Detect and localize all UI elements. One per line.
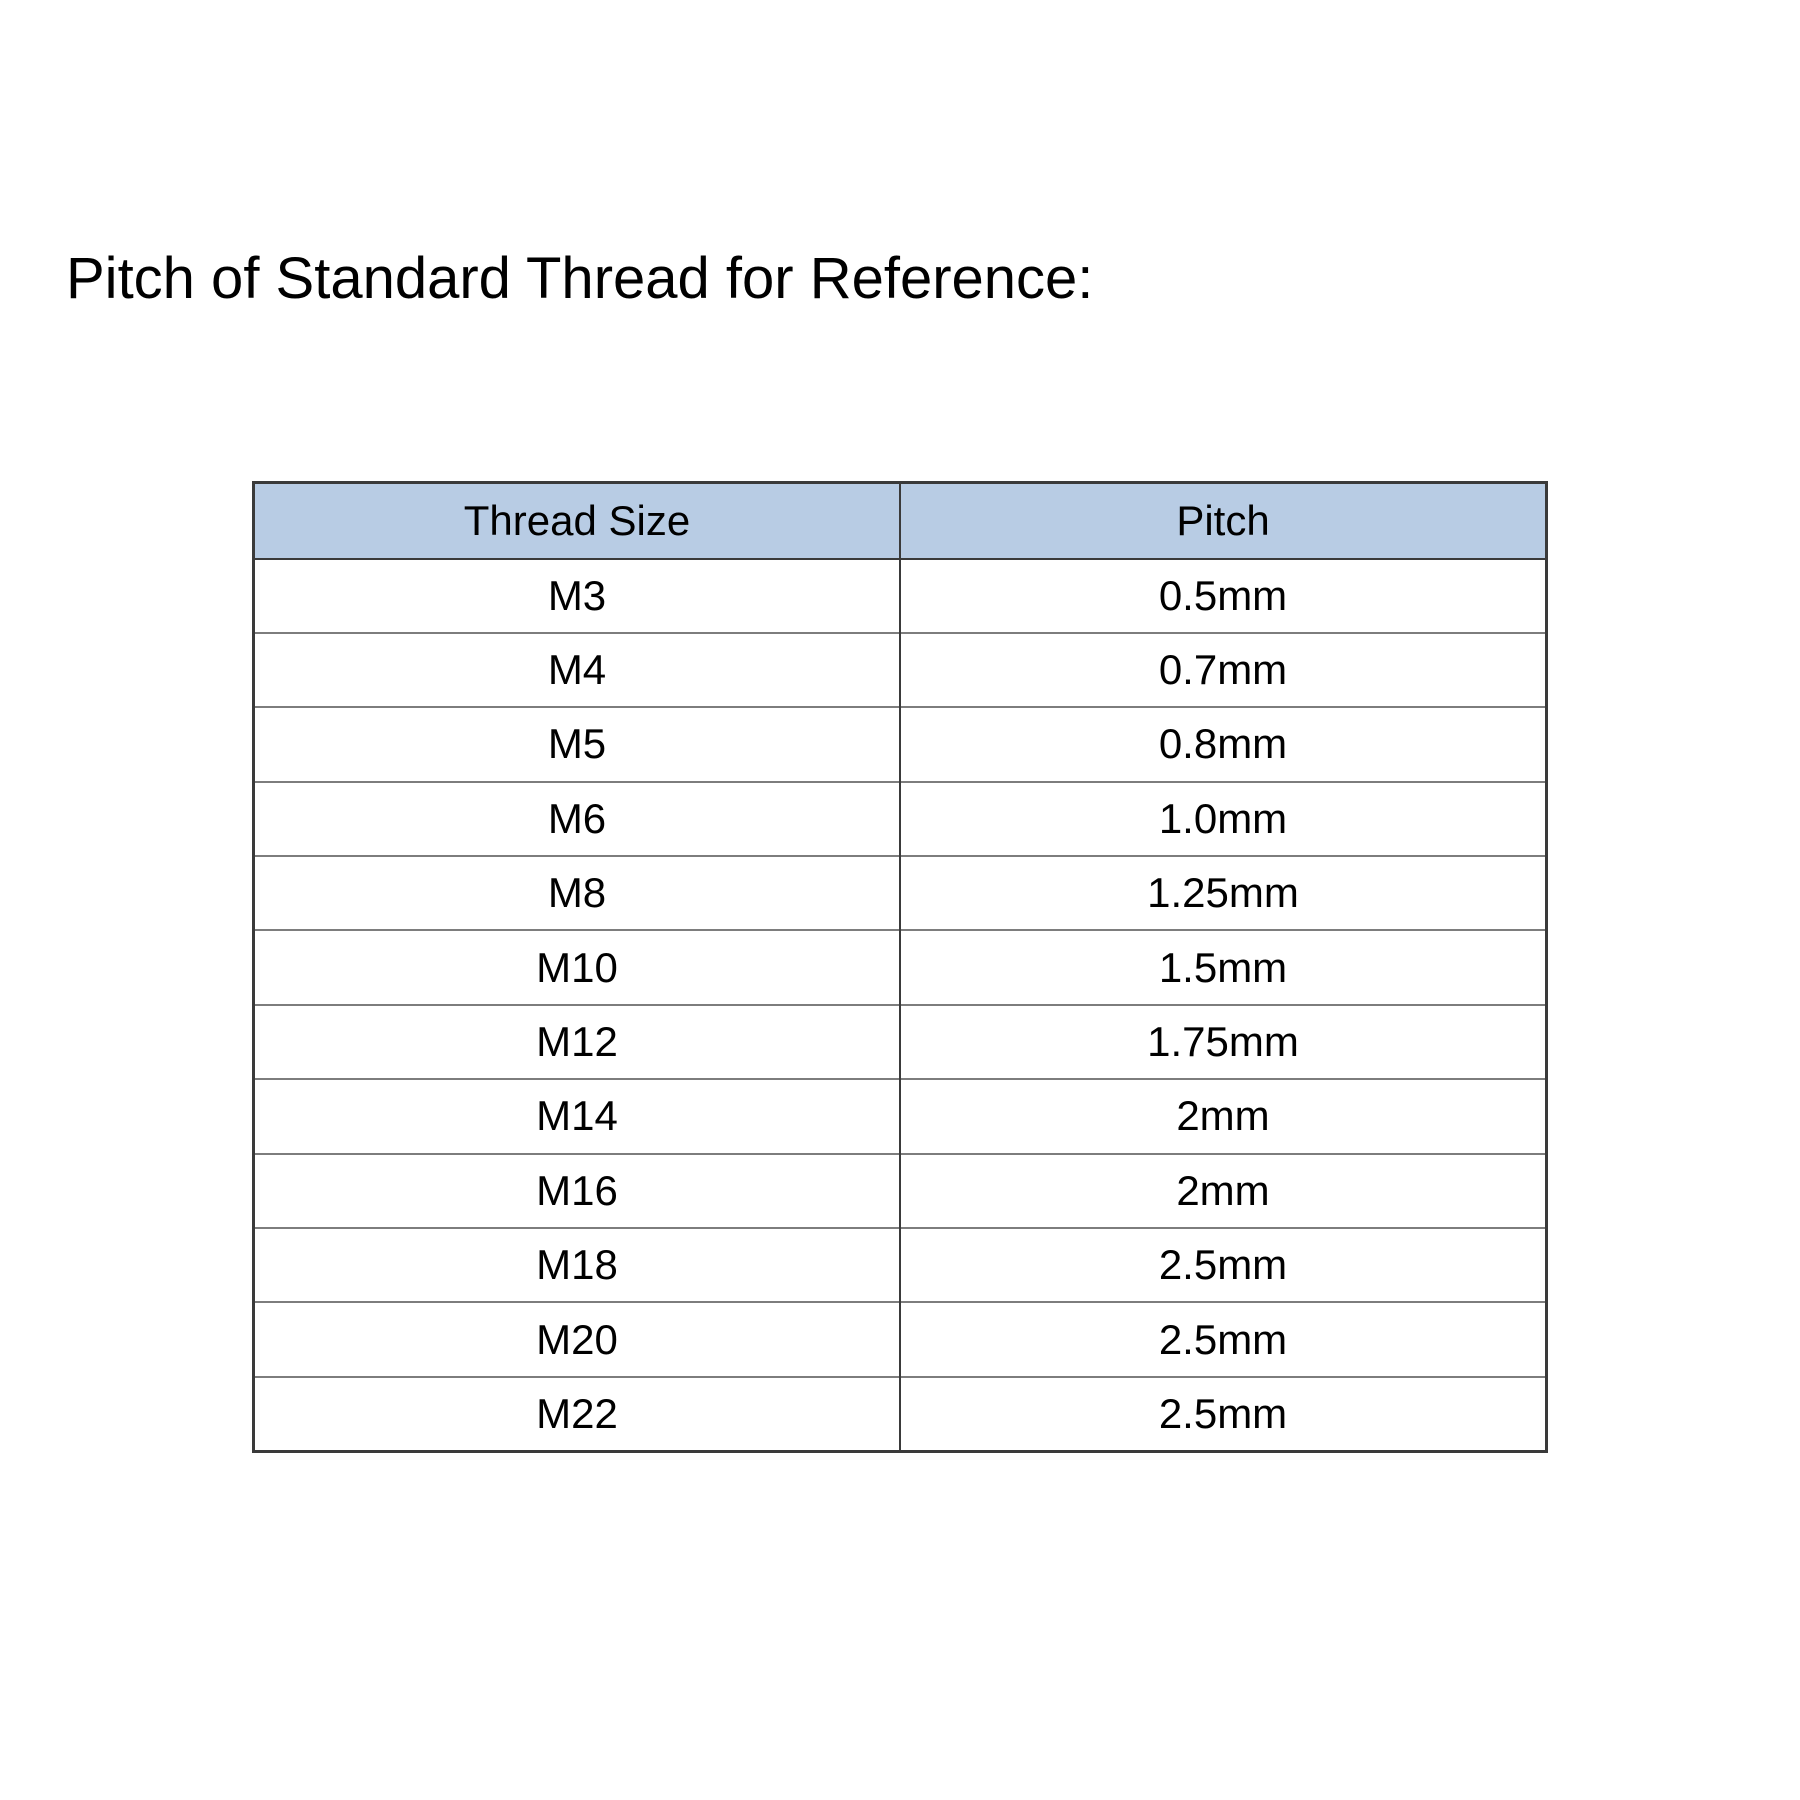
pitch-cell: 2.5mm <box>900 1228 1547 1302</box>
pitch-cell: 0.7mm <box>900 633 1547 707</box>
page-title: Pitch of Standard Thread for Reference: <box>66 246 1094 311</box>
pitch-cell: 1.5mm <box>900 930 1547 1004</box>
thread-size-cell: M18 <box>254 1228 901 1302</box>
thread-size-cell: M20 <box>254 1302 901 1376</box>
thread-size-cell: M16 <box>254 1154 901 1228</box>
column-header-pitch: Pitch <box>900 483 1547 559</box>
table-row <box>254 1302 1547 1376</box>
thread-size-cell: M14 <box>254 1079 901 1153</box>
table-row <box>254 1228 1547 1302</box>
table-row <box>254 1005 1547 1079</box>
pitch-cell: 2mm <box>900 1079 1547 1153</box>
pitch-cell: 0.5mm <box>900 559 1547 633</box>
thread-size-cell: M10 <box>254 930 901 1004</box>
thread-size-cell: M8 <box>254 856 901 930</box>
table-header-row <box>254 483 1547 559</box>
table-row <box>254 930 1547 1004</box>
thread-size-cell: M4 <box>254 633 901 707</box>
thread-pitch-table <box>252 481 1548 1453</box>
table-row <box>254 559 1547 633</box>
pitch-cell: 0.8mm <box>900 707 1547 781</box>
table-row <box>254 1154 1547 1228</box>
pitch-cell: 2mm <box>900 1154 1547 1228</box>
table-row <box>254 1079 1547 1153</box>
thread-size-cell: M22 <box>254 1377 901 1451</box>
thread-size-cell: M6 <box>254 782 901 856</box>
table-row <box>254 633 1547 707</box>
table-row <box>254 782 1547 856</box>
column-header-thread-size: Thread Size <box>254 483 901 559</box>
thread-size-cell: M3 <box>254 559 901 633</box>
table-row <box>254 856 1547 930</box>
pitch-cell: 1.0mm <box>900 782 1547 856</box>
pitch-cell: 2.5mm <box>900 1302 1547 1376</box>
thread-size-cell: M5 <box>254 707 901 781</box>
pitch-cell: 1.25mm <box>900 856 1547 930</box>
pitch-cell: 1.75mm <box>900 1005 1547 1079</box>
pitch-cell: 2.5mm <box>900 1377 1547 1451</box>
thread-size-cell: M12 <box>254 1005 901 1079</box>
table-row <box>254 1377 1547 1451</box>
table-row <box>254 707 1547 781</box>
